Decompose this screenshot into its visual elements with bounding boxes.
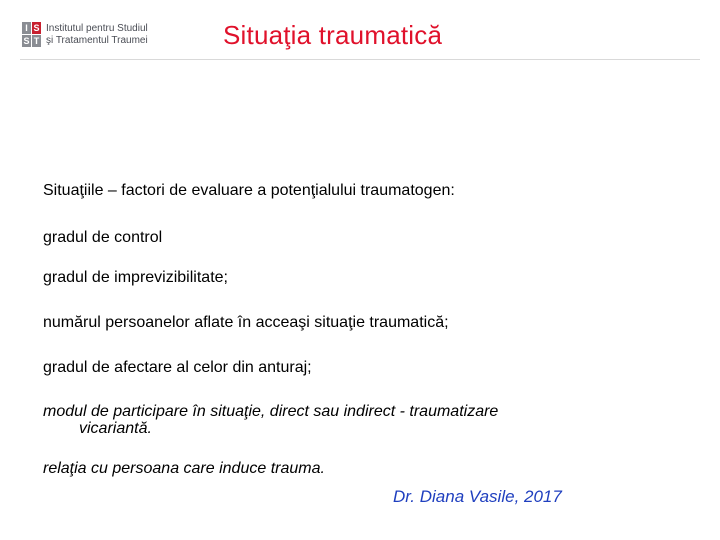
logo-text-line1: Institutul pentru Studiul	[46, 22, 148, 34]
list-item-relationship: relaţia cu persoana care induce trauma.	[43, 460, 325, 477]
author-credit: Dr. Diana Vasile, 2017	[393, 487, 562, 506]
logo-mark-icon	[22, 22, 41, 47]
logo-letter: I	[22, 22, 31, 34]
logo-letter: S	[23, 36, 30, 46]
list-item-participation-continuation: vicariantă.	[79, 420, 152, 437]
list-item-entourage: gradul de afectare al celor din anturaj;	[43, 359, 312, 376]
list-item-unpredictability: gradul de imprevizibilitate;	[43, 269, 228, 286]
logo-text-line2: şi Tratamentul Traumei	[46, 34, 148, 46]
slide-title: Situaţia traumatică	[223, 20, 443, 50]
list-item-participation	[43, 403, 663, 437]
content-heading: Situaţiile – factori de evaluare a potenţialului traumatogen:	[43, 182, 455, 199]
institute-logo	[22, 22, 148, 47]
logo-letter: S	[33, 23, 40, 33]
logo-text	[46, 23, 148, 47]
title-divider	[20, 59, 700, 60]
list-item-control: gradul de control	[43, 229, 163, 246]
logo-letter: T	[33, 36, 40, 46]
list-item-participation-text: modul de participare în situaţie, direct sau indirect - traumatizare	[43, 403, 499, 420]
list-item-persons-count: numărul persoanelor aflate în acceaşi situaţie traumatică;	[43, 314, 449, 331]
